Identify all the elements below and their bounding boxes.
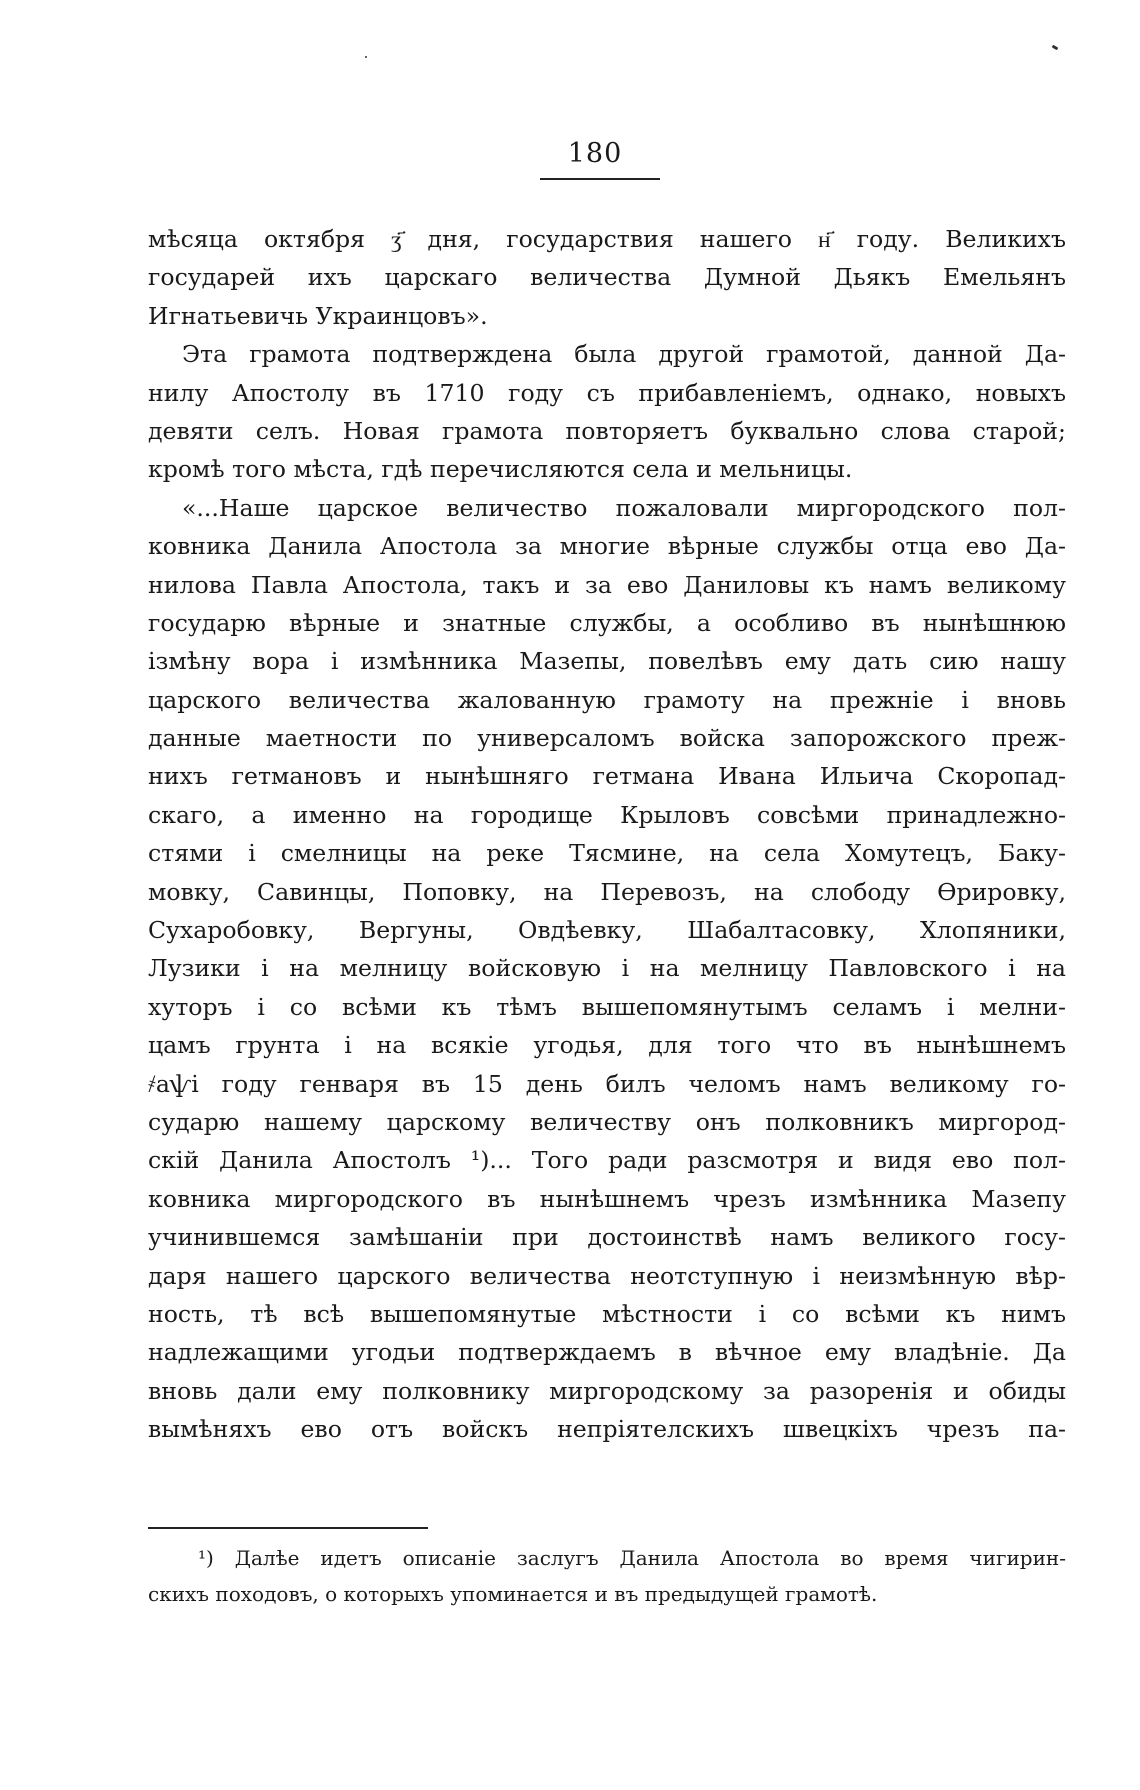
text-line: Лузики і на мелницу войсковую і на мелницу Павловского і на (148, 954, 1066, 983)
print-speck (365, 56, 367, 58)
text-line: ҂аѱі году генваря въ 15 день билъ челомъ намъ великому го- (148, 1069, 1066, 1098)
text-line: ковника миргородского въ нынѣшнемъ чрезъ измѣнника Мазепу (148, 1184, 1066, 1213)
text-line: хуторъ і со всѣми къ тѣмъ вышепомянутымъ селамъ і мелни- (148, 992, 1066, 1021)
text-line: нихъ гетмановъ и нынѣшняго гетмана Ивана Ильича Скоропад- (148, 762, 1066, 791)
page-number: 180 (567, 138, 623, 169)
text-line: скій Данила Апостолъ ¹)... Того ради разсмотря и видя ево пол- (148, 1146, 1066, 1175)
text-line: стями і смелницы на реке Тясмине, на села Хомутецъ, Баку- (148, 839, 1066, 868)
text-line: вновь дали ему полковнику миргородскому за разоренія и обиды (148, 1376, 1066, 1405)
text-line: надлежащими угодьи подтверждаемъ в вѣчное ему владѣніе. Да (148, 1338, 1066, 1367)
text-line: царского величества жалованную грамоту на прежніе і вновь (148, 685, 1066, 714)
footnote (148, 1540, 1066, 1612)
text-line: сударю нашему царскому величеству онъ полковникъ миргород- (148, 1107, 1066, 1136)
text-line: ность, тѣ всѣ вышепомянутые мѣстности і со всѣми къ нимъ (148, 1299, 1066, 1328)
text-line: мѣсяца октября ӡ҃ дня, государствия нашего н҃ году. Великихъ (148, 225, 1066, 253)
body-text (148, 220, 1066, 1449)
text-line: мовку, Савинцы, Поповку, на Перевозъ, на слободу Ѳрировку, (148, 877, 1066, 906)
text-line: ковника Данила Апостола за многие вѣрные службы отца ево Да- (148, 532, 1066, 561)
text-line: даря нашего царского величества неотступную і неизмѣнную вѣр- (148, 1261, 1066, 1290)
footnote-line: скихъ походовъ, о которыхъ упоминается и въ предыдущей грамотѣ. (148, 1582, 878, 1606)
text-line: ізмѣну вора і измѣнника Мазепы, повелѣвъ ему дать сию нашу (148, 647, 1066, 676)
footnote-line: ¹) Далѣе идетъ описаніе заслугъ Данила Апостола во время чигирин- (198, 1546, 1066, 1570)
page-number-rule (540, 178, 660, 180)
text-line: данные маетности по универсаломъ войска запорожского преж- (148, 724, 1066, 753)
text-line: государей ихъ царскаго величества Думной Дьякъ Емельянъ (148, 263, 1066, 292)
text-line: Сухаробовку, Вергуны, Овдѣевку, Шабалтасовку, Хлопяники, (148, 916, 1066, 945)
text-line: нилова Павла Апостола, такъ и за ево Даниловы къ намъ великому (148, 570, 1066, 599)
text-line: государю вѣрные и знатные службы, а особливо въ нынѣшнюю (148, 608, 1066, 637)
footnote-rule (148, 1527, 428, 1529)
text-line: девяти селъ. Новая грамота повторяетъ буквально слова старой; (148, 416, 1066, 445)
text-line: цамъ грунта і на всякіе угодья, для того что въ нынѣшнемъ (148, 1031, 1066, 1060)
text-line: учинившемся замѣшаніи при достоинствѣ намъ великого госу- (148, 1223, 1066, 1252)
text-line: нилу Апостолу въ 1710 году съ прибавленіемъ, однако, новыхъ (148, 378, 1066, 407)
text-line: Игнатьевичь Украинцовъ». (148, 301, 488, 330)
text-line: кромѣ того мѣста, гдѣ перечисляются села и мельницы. (148, 455, 853, 484)
text-line: скаго, а именно на городище Крыловъ совсѣми принадлежно- (148, 800, 1066, 829)
print-speck (1052, 45, 1059, 51)
text-line: вымѣняхъ ево отъ войскъ непріятелскихъ швецкіхъ чрезъ па- (148, 1415, 1066, 1444)
text-line: «...Наше царское величество пожаловали миргородского пол- (182, 493, 1066, 522)
text-line: Эта грамота подтверждена была другой грамотой, данной Да- (182, 340, 1066, 369)
